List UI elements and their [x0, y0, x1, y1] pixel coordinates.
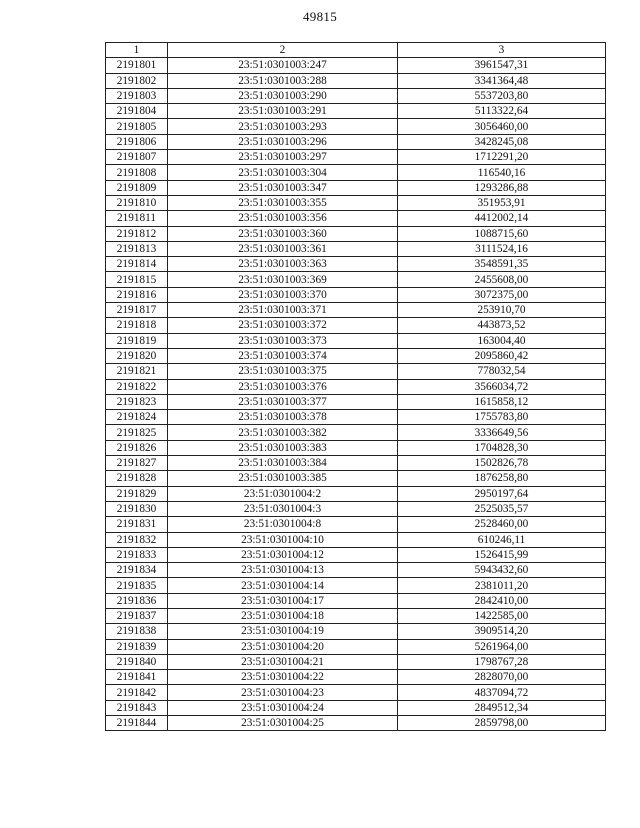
row-number-cell: 2191809	[106, 180, 168, 195]
table-row	[106, 104, 606, 119]
row-number-cell: 2191815	[106, 272, 168, 287]
table-row	[106, 639, 606, 654]
table-row	[106, 333, 606, 348]
data-table	[105, 42, 606, 731]
row-number-cell: 2191837	[106, 608, 168, 623]
value-cell: 2528460,00	[398, 517, 606, 532]
value-cell: 1798767,28	[398, 654, 606, 669]
table-row	[106, 226, 606, 241]
table-row	[106, 58, 606, 73]
cadastral-number-cell: 23:51:0301004:3	[168, 501, 398, 516]
row-number-cell: 2191804	[106, 104, 168, 119]
table-row	[106, 425, 606, 440]
cadastral-number-cell: 23:51:0301004:14	[168, 578, 398, 593]
value-cell: 2455608,00	[398, 272, 606, 287]
column-header-3: 3	[398, 43, 606, 58]
value-cell: 2950197,64	[398, 486, 606, 501]
cadastral-number-cell: 23:51:0301003:356	[168, 211, 398, 226]
cadastral-number-cell: 23:51:0301003:378	[168, 410, 398, 425]
value-cell: 2381011,20	[398, 578, 606, 593]
value-cell: 1876258,80	[398, 471, 606, 486]
column-header-2: 2	[168, 43, 398, 58]
value-cell: 3428245,08	[398, 134, 606, 149]
cadastral-number-cell: 23:51:0301003:361	[168, 241, 398, 256]
cadastral-number-cell: 23:51:0301004:24	[168, 700, 398, 715]
cadastral-number-cell: 23:51:0301004:21	[168, 654, 398, 669]
table-row	[106, 685, 606, 700]
table-row	[106, 517, 606, 532]
table-row	[106, 471, 606, 486]
row-number-cell: 2191818	[106, 318, 168, 333]
cadastral-number-cell: 23:51:0301004:22	[168, 670, 398, 685]
table-row	[106, 456, 606, 471]
row-number-cell: 2191840	[106, 654, 168, 669]
value-cell: 351953,91	[398, 195, 606, 210]
row-number-cell: 2191825	[106, 425, 168, 440]
row-number-cell: 2191822	[106, 379, 168, 394]
page-number: 49815	[303, 9, 337, 24]
table-row	[106, 486, 606, 501]
row-number-cell: 2191802	[106, 73, 168, 88]
value-cell: 2095860,42	[398, 348, 606, 363]
row-number-cell: 2191814	[106, 257, 168, 272]
row-number-cell: 2191844	[106, 716, 168, 731]
row-number-cell: 2191803	[106, 88, 168, 103]
cadastral-number-cell: 23:51:0301003:304	[168, 165, 398, 180]
value-cell: 2859798,00	[398, 716, 606, 731]
value-cell: 3056460,00	[398, 119, 606, 134]
cadastral-number-cell: 23:51:0301003:360	[168, 226, 398, 241]
value-cell: 116540,16	[398, 165, 606, 180]
cadastral-number-cell: 23:51:0301004:18	[168, 608, 398, 623]
value-cell: 5537203,80	[398, 88, 606, 103]
row-number-cell: 2191801	[106, 58, 168, 73]
value-cell: 3909514,20	[398, 624, 606, 639]
table-row	[106, 624, 606, 639]
cadastral-number-cell: 23:51:0301003:372	[168, 318, 398, 333]
value-cell: 1088715,60	[398, 226, 606, 241]
value-cell: 3111524,16	[398, 241, 606, 256]
table-row	[106, 410, 606, 425]
row-number-cell: 2191806	[106, 134, 168, 149]
value-cell: 5943432,60	[398, 563, 606, 578]
table-row	[106, 134, 606, 149]
cadastral-number-cell: 23:51:0301003:370	[168, 287, 398, 302]
value-cell: 3336649,56	[398, 425, 606, 440]
cadastral-number-cell: 23:51:0301003:291	[168, 104, 398, 119]
value-cell: 778032,54	[398, 364, 606, 379]
value-cell: 5261964,00	[398, 639, 606, 654]
value-cell: 1755783,80	[398, 410, 606, 425]
value-cell: 2828070,00	[398, 670, 606, 685]
cadastral-number-cell: 23:51:0301003:288	[168, 73, 398, 88]
row-number-cell: 2191823	[106, 394, 168, 409]
row-number-cell: 2191842	[106, 685, 168, 700]
row-number-cell: 2191808	[106, 165, 168, 180]
row-number-cell: 2191831	[106, 517, 168, 532]
header-row	[106, 43, 606, 58]
row-number-cell: 2191812	[106, 226, 168, 241]
table-row	[106, 303, 606, 318]
value-cell: 3566034,72	[398, 379, 606, 394]
row-number-cell: 2191826	[106, 440, 168, 455]
row-number-cell: 2191816	[106, 287, 168, 302]
table-row	[106, 73, 606, 88]
row-number-cell: 2191832	[106, 532, 168, 547]
table-body	[106, 58, 606, 731]
value-cell: 1526415,99	[398, 547, 606, 562]
row-number-cell: 2191839	[106, 639, 168, 654]
cadastral-number-cell: 23:51:0301003:385	[168, 471, 398, 486]
cadastral-number-cell: 23:51:0301003:247	[168, 58, 398, 73]
table-header	[106, 43, 606, 58]
value-cell: 1712291,20	[398, 150, 606, 165]
row-number-cell: 2191828	[106, 471, 168, 486]
table-row	[106, 195, 606, 210]
row-number-cell: 2191805	[106, 119, 168, 134]
value-cell: 1293286,88	[398, 180, 606, 195]
cadastral-number-cell: 23:51:0301003:384	[168, 456, 398, 471]
value-cell: 3341364,48	[398, 73, 606, 88]
table-row	[106, 180, 606, 195]
table-row	[106, 700, 606, 715]
value-cell: 163004,40	[398, 333, 606, 348]
table-row	[106, 257, 606, 272]
cadastral-number-cell: 23:51:0301003:373	[168, 333, 398, 348]
row-number-cell: 2191841	[106, 670, 168, 685]
row-number-cell: 2191834	[106, 563, 168, 578]
cadastral-number-cell: 23:51:0301004:20	[168, 639, 398, 654]
value-cell: 4837094,72	[398, 685, 606, 700]
cadastral-number-cell: 23:51:0301003:377	[168, 394, 398, 409]
row-number-cell: 2191843	[106, 700, 168, 715]
value-cell: 3961547,31	[398, 58, 606, 73]
cadastral-number-cell: 23:51:0301003:371	[168, 303, 398, 318]
table-row	[106, 501, 606, 516]
row-number-cell: 2191819	[106, 333, 168, 348]
cadastral-number-cell: 23:51:0301003:383	[168, 440, 398, 455]
table-row	[106, 716, 606, 731]
row-number-cell: 2191821	[106, 364, 168, 379]
row-number-cell: 2191810	[106, 195, 168, 210]
value-cell: 3072375,00	[398, 287, 606, 302]
value-cell: 2849512,34	[398, 700, 606, 715]
cadastral-number-cell: 23:51:0301003:355	[168, 195, 398, 210]
row-number-cell: 2191827	[106, 456, 168, 471]
cadastral-number-cell: 23:51:0301004:2	[168, 486, 398, 501]
table-row	[106, 670, 606, 685]
table-row	[106, 379, 606, 394]
table-row	[106, 547, 606, 562]
row-number-cell: 2191807	[106, 150, 168, 165]
table-row	[106, 578, 606, 593]
cadastral-number-cell: 23:51:0301004:13	[168, 563, 398, 578]
row-number-cell: 2191824	[106, 410, 168, 425]
table-row	[106, 608, 606, 623]
table-row	[106, 348, 606, 363]
table-row	[106, 88, 606, 103]
column-header-1: 1	[106, 43, 168, 58]
cadastral-number-cell: 23:51:0301003:290	[168, 88, 398, 103]
value-cell: 1422585,00	[398, 608, 606, 623]
table-row	[106, 394, 606, 409]
cadastral-number-cell: 23:51:0301004:23	[168, 685, 398, 700]
cadastral-number-cell: 23:51:0301004:12	[168, 547, 398, 562]
cadastral-number-cell: 23:51:0301003:369	[168, 272, 398, 287]
row-number-cell: 2191811	[106, 211, 168, 226]
cadastral-number-cell: 23:51:0301003:347	[168, 180, 398, 195]
table-row	[106, 211, 606, 226]
table-row	[106, 563, 606, 578]
value-cell: 1704828,30	[398, 440, 606, 455]
table-row	[106, 318, 606, 333]
cadastral-number-cell: 23:51:0301003:293	[168, 119, 398, 134]
table-row	[106, 654, 606, 669]
value-cell: 610246,11	[398, 532, 606, 547]
cadastral-number-cell: 23:51:0301003:376	[168, 379, 398, 394]
cadastral-number-cell: 23:51:0301004:8	[168, 517, 398, 532]
cadastral-number-cell: 23:51:0301004:19	[168, 624, 398, 639]
cadastral-number-cell: 23:51:0301003:296	[168, 134, 398, 149]
cadastral-number-cell: 23:51:0301004:25	[168, 716, 398, 731]
table-row	[106, 165, 606, 180]
table-row	[106, 150, 606, 165]
row-number-cell: 2191829	[106, 486, 168, 501]
value-cell: 2842410,00	[398, 593, 606, 608]
row-number-cell: 2191820	[106, 348, 168, 363]
table-row	[106, 440, 606, 455]
row-number-cell: 2191817	[106, 303, 168, 318]
value-cell: 443873,52	[398, 318, 606, 333]
value-cell: 253910,70	[398, 303, 606, 318]
table-row	[106, 532, 606, 547]
table-row	[106, 241, 606, 256]
table-row	[106, 119, 606, 134]
table-row	[106, 287, 606, 302]
row-number-cell: 2191833	[106, 547, 168, 562]
table-row	[106, 364, 606, 379]
row-number-cell: 2191830	[106, 501, 168, 516]
row-number-cell: 2191838	[106, 624, 168, 639]
cadastral-number-cell: 23:51:0301004:10	[168, 532, 398, 547]
cadastral-number-cell: 23:51:0301003:374	[168, 348, 398, 363]
cadastral-number-cell: 23:51:0301004:17	[168, 593, 398, 608]
row-number-cell: 2191835	[106, 578, 168, 593]
cadastral-number-cell: 23:51:0301003:382	[168, 425, 398, 440]
value-cell: 1502826,78	[398, 456, 606, 471]
row-number-cell: 2191813	[106, 241, 168, 256]
cadastral-number-cell: 23:51:0301003:363	[168, 257, 398, 272]
row-number-cell: 2191836	[106, 593, 168, 608]
value-cell: 5113322,64	[398, 104, 606, 119]
cadastral-number-cell: 23:51:0301003:375	[168, 364, 398, 379]
value-cell: 3548591,35	[398, 257, 606, 272]
value-cell: 1615858,12	[398, 394, 606, 409]
table-row	[106, 593, 606, 608]
value-cell: 4412002,14	[398, 211, 606, 226]
value-cell: 2525035,57	[398, 501, 606, 516]
table-row	[106, 272, 606, 287]
cadastral-number-cell: 23:51:0301003:297	[168, 150, 398, 165]
